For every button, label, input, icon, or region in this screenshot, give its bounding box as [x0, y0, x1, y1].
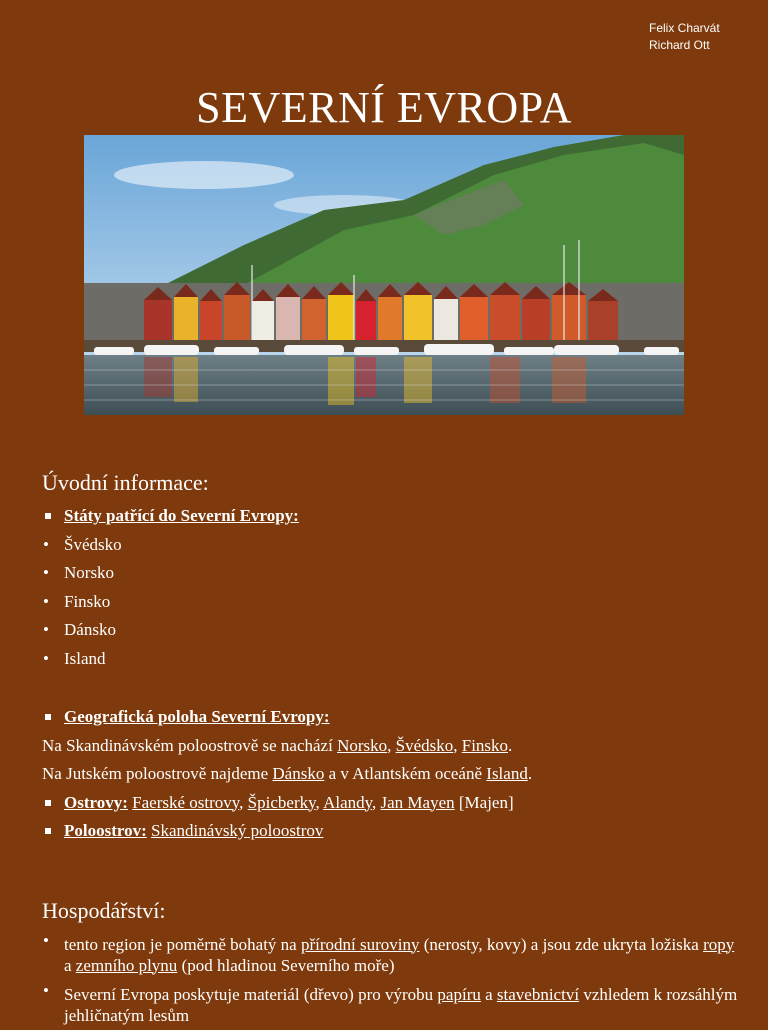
text: a v Atlantském oceáně [324, 764, 487, 783]
text: (pod hladinou Severního moře) [177, 955, 395, 975]
list-item [42, 789, 742, 818]
state-name: Finsko [64, 591, 111, 611]
link-norsko[interactable]: Norsko [337, 735, 388, 755]
text: tento region je poměrně bohatý na [64, 934, 301, 954]
link-finsko[interactable]: Finsko [461, 735, 509, 755]
geo-line-2 [42, 760, 742, 789]
text: , [372, 792, 381, 812]
state-name: Švédsko [64, 534, 122, 554]
link-ropy[interactable]: ropy [703, 934, 735, 954]
text: [Majen] [454, 792, 514, 812]
link-skandinavsky-poloostrov[interactable]: Skandinávský poloostrov [151, 821, 324, 840]
link-svedsko[interactable]: Švédsko [395, 735, 454, 755]
page-title: SEVERNÍ EVROPA [196, 83, 572, 132]
list-item [42, 588, 742, 617]
link-spicberky[interactable]: Špicberky [247, 792, 316, 812]
state-name: Island [64, 648, 106, 668]
link-prirodni-suroviny[interactable]: přírodní suroviny [300, 934, 420, 954]
states-label[interactable]: Státy patřící do Severní Evropy: [64, 506, 299, 525]
link-island[interactable]: Island [486, 764, 528, 783]
text: , [453, 735, 462, 755]
author-name: Felix Charvát [649, 21, 720, 35]
state-name: Dánsko [64, 620, 116, 639]
economy-heading: Hospodářství: [42, 897, 166, 923]
list-item [42, 616, 742, 645]
list-item [42, 930, 742, 980]
peninsula-label[interactable]: Poloostrov: [64, 821, 147, 840]
list-item [42, 645, 742, 674]
text: vzhledem k rozsáhlým jehličnatým lesům [64, 984, 738, 1025]
list-item [42, 502, 742, 531]
harbour-photo [84, 135, 684, 415]
content [42, 468, 742, 1030]
link-faerske-ostrovy[interactable]: Faerské ostrovy [132, 792, 240, 812]
list-item [42, 559, 742, 588]
link-alandy[interactable]: Alandy [323, 792, 373, 812]
text: , [239, 792, 248, 812]
text: Severní Evropa poskytuje materiál (dřevo) pro výrobu [64, 984, 438, 1004]
list-item [42, 531, 742, 560]
text: a [64, 955, 76, 975]
link-zemniho-plynu[interactable]: zemního plynu [75, 955, 178, 975]
text: , [315, 792, 324, 812]
text: a [480, 984, 497, 1004]
author-name: Richard Ott [649, 38, 710, 52]
list-item [42, 703, 742, 732]
geo-label[interactable]: Geografická poloha Severní Evropy: [64, 707, 330, 726]
text: , [387, 735, 396, 755]
text: Na Jutském poloostrově najdeme [42, 764, 273, 783]
list-item [42, 817, 742, 846]
geo-line-1 [42, 732, 742, 761]
islands-label[interactable]: Ostrovy: [64, 792, 128, 812]
intro-heading: Úvodní informace: [42, 470, 209, 495]
text: (nerosty, kovy) a jsou zde ukryta ložiska [419, 934, 704, 954]
link-jan-mayen[interactable]: Jan Mayen [380, 792, 455, 812]
text: . [527, 764, 533, 783]
text: Na Skandinávském poloostrově se nachází [42, 735, 338, 755]
text: . [508, 735, 513, 755]
state-name: Norsko [64, 563, 115, 582]
list-item [42, 980, 742, 1030]
landscape-photo-icon [84, 135, 684, 415]
authors [649, 20, 720, 54]
link-stavebnictvi[interactable]: stavebnictví [496, 984, 580, 1004]
link-papiru[interactable]: papíru [437, 984, 481, 1004]
link-dansko[interactable]: Dánsko [272, 764, 325, 783]
